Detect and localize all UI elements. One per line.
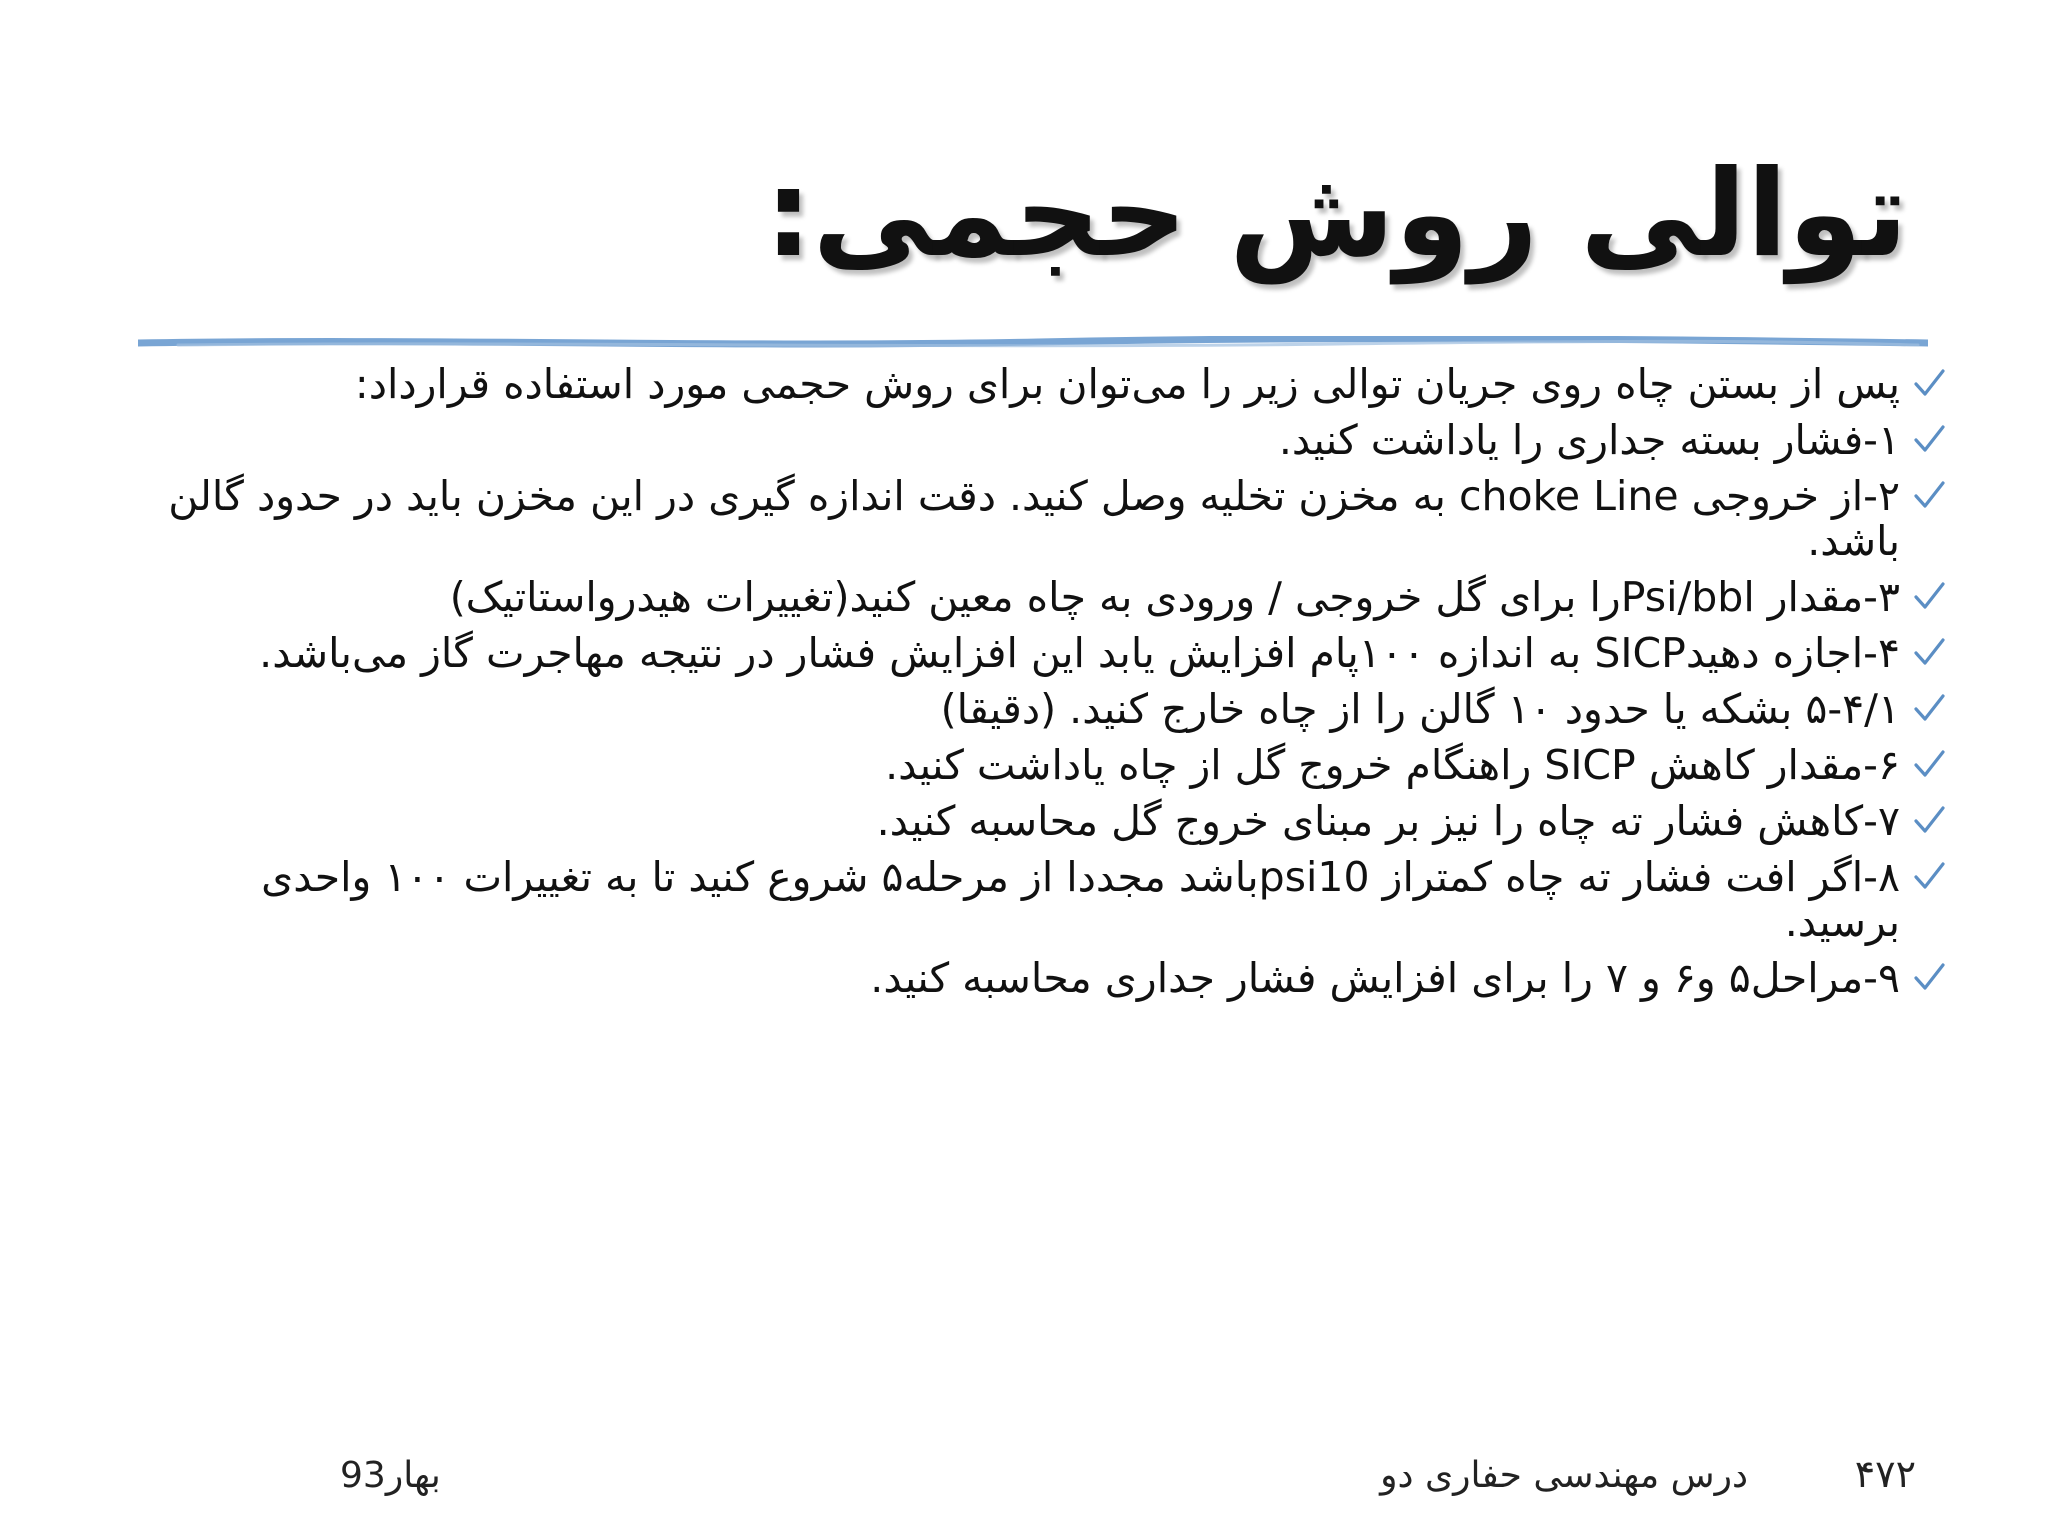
bullet-item-4 — [146, 575, 1946, 620]
check-icon — [1912, 422, 1946, 456]
check-icon — [1912, 859, 1946, 893]
bullet-text: ۱-فشار بسته جداری را یاداشت کنید. — [1278, 416, 1900, 464]
semester-label: بهار93 — [340, 1455, 441, 1496]
bullet-item-5 — [146, 631, 1946, 676]
bullet-list — [146, 362, 1946, 1012]
check-icon — [1912, 478, 1946, 512]
bullet-text: ۴-اجازه دهیدSICP به اندازه ۱۰۰پام افزایش یابد این افزایش فشار در نتیجه مهاجرت گاز می‌باشد. — [259, 629, 1900, 677]
bullet-item-2 — [146, 418, 1946, 463]
bullet-item-8 — [146, 799, 1946, 844]
check-icon — [1912, 960, 1946, 994]
bullet-text: ۹-مراحل۵ و۶ و ۷ را برای افزایش فشار جداری محاسبه کنید. — [870, 954, 1900, 1002]
title-divider — [138, 336, 1928, 350]
bullet-text: ۶-مقدار کاهش SICP راهنگام خروج گل از چاه یاداشت کنید. — [885, 741, 1900, 789]
slide-title: توالی روش حجمی: — [764, 145, 1908, 284]
bullet-item-10 — [146, 956, 1946, 1001]
bullet-item-9 — [146, 855, 1946, 945]
bullet-item-1 — [146, 362, 1946, 407]
check-icon — [1912, 747, 1946, 781]
check-icon — [1912, 635, 1946, 669]
bullet-text: پس از بستن چاه روی جریان توالی زیر را می‌توان برای روش حجمی مورد استفاده قرارداد: — [354, 360, 1900, 408]
check-icon — [1912, 366, 1946, 400]
bullet-text: ۲-از خروجی choke Line به مخزن تخلیه وصل کنید. دقت اندازه گیری در این مخزن باید در حدود گالن باشد. — [168, 472, 1900, 565]
bullet-item-6 — [146, 687, 1946, 732]
bullet-item-7 — [146, 743, 1946, 788]
check-icon — [1912, 803, 1946, 837]
bullet-text: ۸-اگر افت فشار ته چاه کمتراز psi10باشد مجددا از مرحله۵ شروع کنید تا به تغییرات ۱۰۰ واحدی برسید. — [261, 853, 1900, 946]
course-name: درس مهندسی حفاری دو — [1380, 1455, 1748, 1496]
bullet-text: ۵-۴/۱ بشکه یا حدود ۱۰ گالن را از چاه خارج کنید. (دقیقا) — [940, 685, 1900, 733]
bullet-item-3 — [146, 474, 1946, 564]
bullet-text: ۳-مقدار Psi/bblرا برای گل خروجی / ورودی به چاه معین کنید(تغییرات هیدرواستاتیک) — [449, 573, 1900, 621]
check-icon — [1912, 691, 1946, 725]
check-icon — [1912, 579, 1946, 613]
bullet-text: ۷-کاهش فشار ته چاه را نیز بر مبنای خروج گل محاسبه کنید. — [876, 797, 1900, 845]
page-number: ۴۷۲ — [1854, 1452, 1916, 1496]
